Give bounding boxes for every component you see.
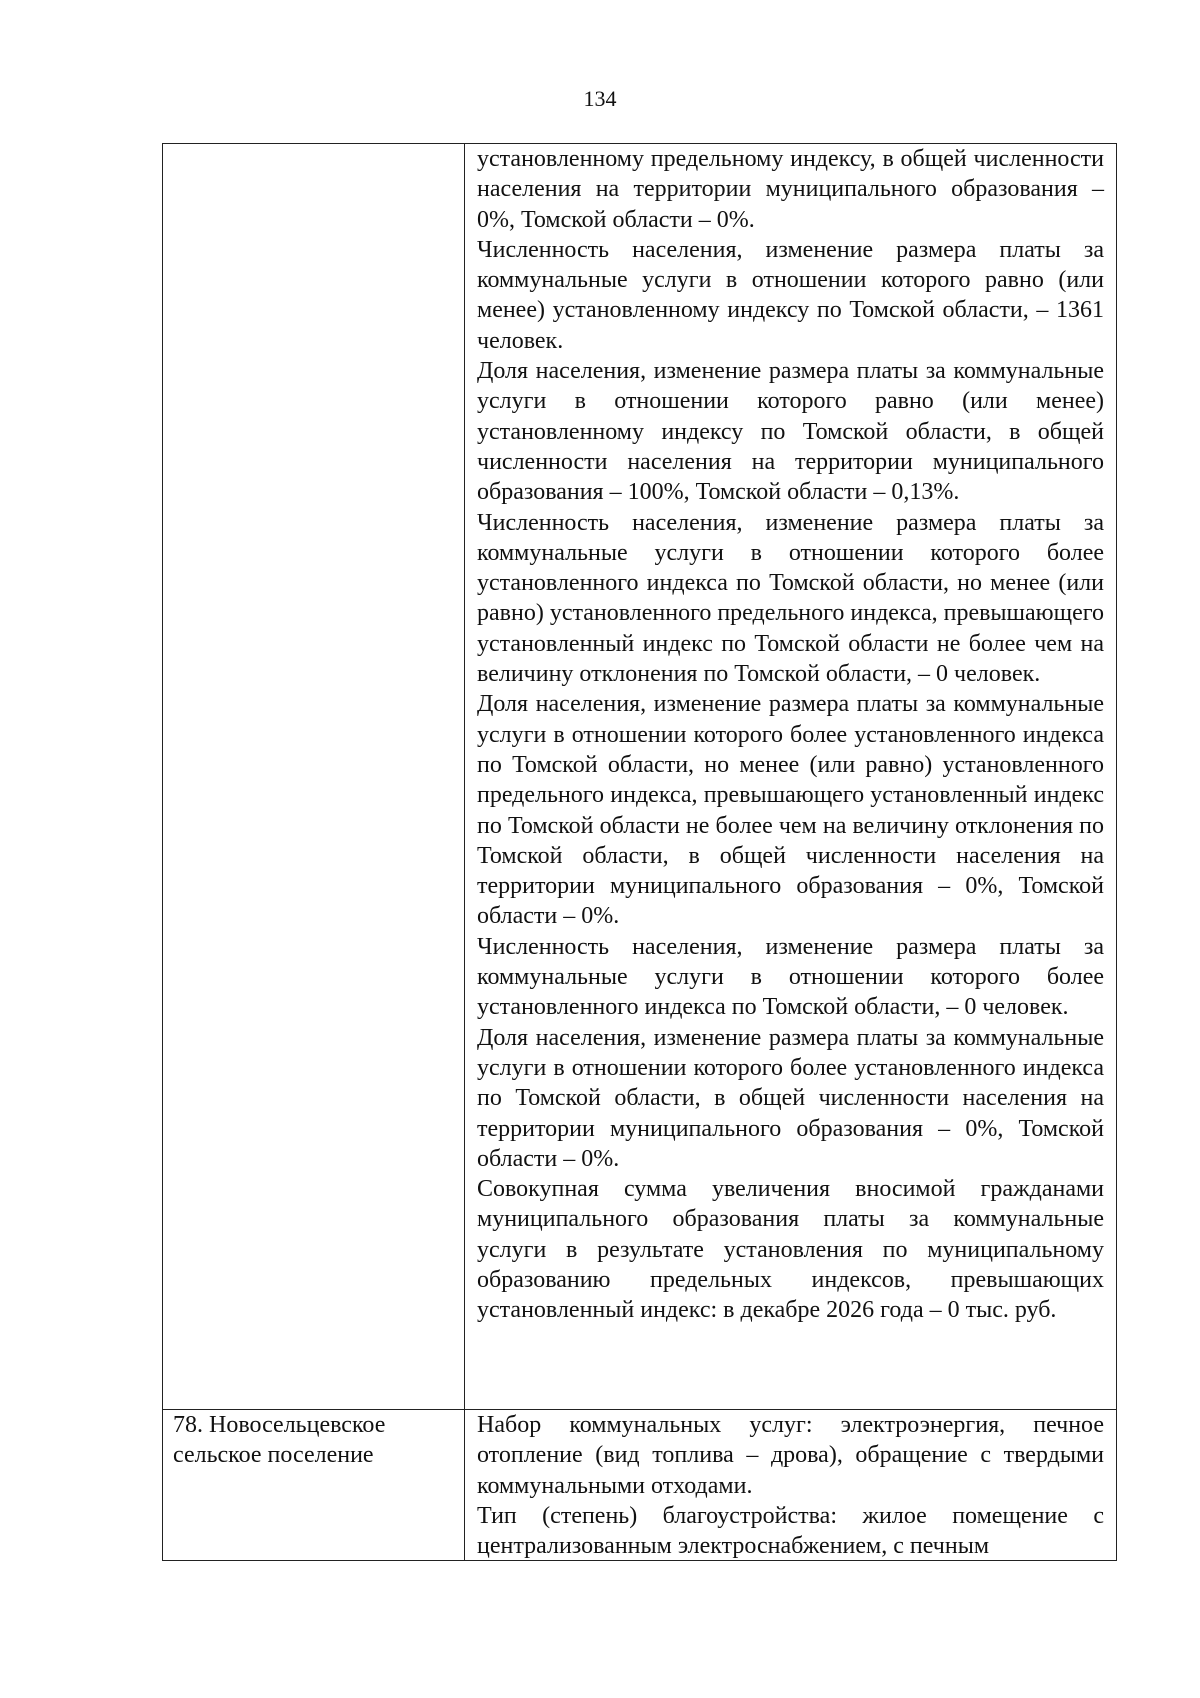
indicator-paragraph: Набор коммунальных услуг: электроэнергия, печное отопление (вид топлива – дрова), обращение с твердыми коммунальными отходами. bbox=[477, 1412, 1104, 1499]
page-number: 134 bbox=[583, 86, 617, 111]
municipality-cell bbox=[163, 1410, 465, 1561]
indicators-cell-content bbox=[477, 1410, 1104, 1560]
municipal-indicators-table bbox=[162, 143, 1117, 1561]
indicator-paragraph: Доля населения, изменение размера платы за коммунальные услуги в отношении которого более установленного индекса по Томской области, но менее (или равно) установленного предельного индекса, превышающего установленный индекс по Томской области не более чем на величину отклонения по Томской области, в общей численности населения на территории муниципального образования – 0%, Томской области – 0%. bbox=[477, 691, 1104, 930]
indicator-paragraph: установленному предельному индексу, в общей численности населения на территории муниципального образования – 0%, Томской области – 0%. bbox=[477, 146, 1104, 233]
indicator-paragraph: Численность населения, изменение размера платы за коммунальные услуги в отношении которого более установленного индекса по Томской области, но менее (или равно) установленного предельного индекса, превышающего установленный индекс по Томской области не более чем на величину отклонения по Томской области, – 0 человек. bbox=[477, 509, 1104, 688]
table-row bbox=[163, 144, 1117, 1410]
municipality-name: 78. Новосельцевское сельское поселение bbox=[173, 1412, 386, 1469]
indicator-paragraph: Тип (степень) благоустройства: жилое помещение с централизованным электроснабжением, с печным bbox=[477, 1502, 1104, 1560]
table-row bbox=[163, 1410, 1117, 1561]
indicators-cell bbox=[465, 1410, 1117, 1561]
indicator-paragraph: Численность населения, изменение размера платы за коммунальные услуги в отношении которого равно (или менее) установленному индексу по Томской области, – 1361 человек. bbox=[477, 236, 1104, 354]
indicator-paragraph: Доля населения, изменение размера платы за коммунальные услуги в отношении которого равно (или менее) установленному индексу по Томской области, в общей численности населения на территории муниципального образования – 100%, Томской области – 0,13%. bbox=[477, 358, 1104, 506]
indicator-paragraph: Численность населения, изменение размера платы за коммунальные услуги в отношении которого более установленного индекса по Томской области, – 0 человек. bbox=[477, 933, 1104, 1021]
indicator-paragraph: Совокупная сумма увеличения вносимой гражданами муниципального образования платы за коммунальные услуги в результате установления по муниципальному образованию предельных индексов, превышающих установленный индекс: в декабре 2026 года – 0 тыс. руб. bbox=[477, 1176, 1104, 1324]
indicator-paragraph: Доля населения, изменение размера платы за коммунальные услуги в отношении которого более установленного индекса по Томской области, в общей численности населения на территории муниципального образования – 0%, Томской области – 0%. bbox=[477, 1024, 1104, 1172]
municipality-cell bbox=[163, 144, 465, 1410]
indicators-cell bbox=[465, 144, 1117, 1410]
